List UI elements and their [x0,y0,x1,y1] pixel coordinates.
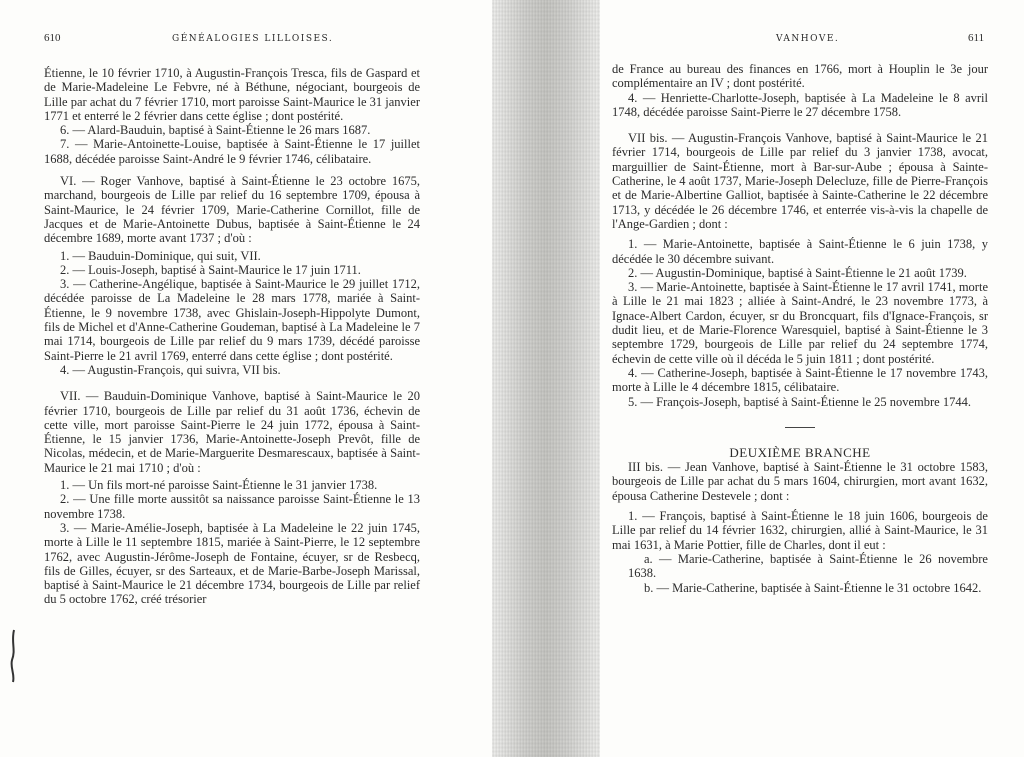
left-page [0,0,492,757]
left-running-title: GÉNÉALOGIES LILLOISES. [172,34,334,44]
list-item: 3. — Catherine-Angélique, baptisée à Saint-Maurice le 29 juillet 1712, décédée paroisse de La Madeleine le 28 mars 1778, mariée à Saint-Étienne, le 9 novembre 1738, avec Ghislain-Joseph-Hippolyte Dumont, fils de Michel et d'Anne-Catherine Goudeman, baptisé à La Madeleine le 7 mai 1714, bourgeois de Lille par relief du 9 mars 1739, décédé paroisse Saint-Pierre le 21 avril 1769, enterré dans cette église ; dont postérité. [44,277,420,363]
left-text-block [44,66,420,607]
list-item: 1. — Bauduin-Dominique, qui suit, VII. [60,248,261,263]
book-gutter [492,0,600,757]
list-item: 1. — Un fils mort-né paroisse Saint-Étienne le 31 janvier 1738. [60,478,378,493]
list-item: 5. — François-Joseph, baptisé à Saint-Étienne le 25 novembre 1744. [628,394,971,409]
list-item: a. — Marie-Catherine, baptisée à Saint-Étienne le 26 novembre 1638. [628,551,988,581]
list-item: b. — Marie-Catherine, baptisée à Saint-Étienne le 31 octobre 1642. [644,580,982,595]
list-item: 3. — Marie-Amélie-Joseph, baptisée à La Madeleine le 22 juin 1745, morte à Lille le 11 septembre 1815, mariée à Saint-Pierre, le 12 septembre 1762, avec Augustin-Jérôme-Joseph de Fontaine, écuyer, sr de Resbecq, fils de Gilles, écuyer, sr des Sarteaux, et de Marie-Barbe-Joseph Marissal, baptisé à Saint-Maurice le 21 décembre 1734, bourgeois de Lille par relief du 5 octobre 1762, créé trésorier [44,520,420,607]
generation-entry: VII. — Bauduin-Dominique Vanhove, baptisé à Saint-Maurice le 20 février 1710, bourgeois de Lille par relief du 31 août 1736, échevin de cette ville, mort paroisse Saint-Pierre le 24 juin 1772, épousa à Saint-Étienne, le 15 janvier 1736, Marie-Antoinette-Joseph Prevôt, fille de Nicolas, médecin, et de Marie-Marguerite Desmarescaux, baptisée à Saint-Maurice le 21 mai 1710 ; d'où : [44,389,420,475]
list-item: 4. — Henriette-Charlotte-Joseph, baptisée à La Madeleine le 8 avril 1748, décédée paroisse Saint-Pierre le 27 décembre 1758. [612,90,988,119]
generation-entry: VII bis. — Augustin-François Vanhove, baptisé à Saint-Maurice le 21 février 1714, bourgeois de Lille par relief du 3 janvier 1738, avocat, marguillier de Saint-Étienne, mort à Bar-sur-Aube ; épousa à Sainte-Catherine, le 4 août 1737, Marie-Joseph Delecluze, fille de Pierre-François et de Marie-Albertine Galliot, baptisée à Sainte-Catherine le 22 décembre 1713, y décédée le 26 décembre 1746, et enterrée vis-à-vis la chapelle de l'Ange-Gardien ; dont : [612,131,988,231]
right-page [600,0,1024,757]
section-heading: DEUXIÈME BRANCHE [729,444,871,460]
section-divider [785,427,815,428]
generation-entry: III bis. — Jean Vanhove, baptisé à Saint-Étienne le 31 octobre 1583, bourgeois de Lille par achat du 5 mars 1604, chirurgien, mort avant 1632, épousa Catherine Destevele ; dont : [612,460,988,503]
list-item: 6. — Alard-Bauduin, baptisé à Saint-Étienne le 26 mars 1687. [60,123,371,138]
list-item: 4. — Catherine-Joseph, baptisée à Saint-Étienne le 17 novembre 1743, morte à Lille le 4 décembre 1815, célibataire. [612,365,988,395]
list-item: 4. — Augustin-François, qui suivra, VII bis. [60,362,281,377]
list-item: 1. — François, baptisé à Saint-Étienne le 18 juin 1606, bourgeois de Lille par relief du 14 février 1632, chirurgien, allié à Saint-Maurice, le 31 mai 1631, à Marie Pottier, fille de Charles, dont il eut : [612,509,988,552]
list-item: 2. — Une fille morte aussitôt sa naissance paroisse Saint-Étienne le 13 novembre 1738. [44,492,420,521]
right-text-block [612,62,988,595]
right-page-number: 611 [968,32,985,44]
list-item: 2. — Augustin-Dominique, baptisé à Saint-Étienne le 21 août 1739. [628,265,967,280]
generation-entry: VI. — Roger Vanhove, baptisé à Saint-Étienne le 23 octobre 1675, marchand, bourgeois de Lille par relief du 16 septembre 1709, épousa à Saint-Maurice, le 24 février 1709, Marie-Catherine Cornillot, fille de Jacques et de Marie-Antoinette Dubus, baptisée à Saint-Étienne le 24 décembre 1689, morte avant 1737 ; d'où : [44,174,420,246]
list-item: 1. — Marie-Antoinette, baptisée à Saint-Étienne le 6 juin 1738, y décédée le 30 décembre suivant. [612,237,988,266]
list-item: 3. — Marie-Antoinette, baptisée à Saint-Étienne le 17 avril 1741, morte à Lille le 21 mai 1823 ; alliée à Saint-André, le 23 novembre 1773, à Ignace-Albert Cardon, écuyer, sr du Broncquart, fils d'Ignace-François, sr dudit lieu, et de Marie-Florence Waresquiel, baptisé à Saint-Étienne le 3 septembre 1729, bourgeois de Lille par relief du 24 septembre 1774, échevin de cette ville où il décéda le 5 juin 1811 ; dont postérité. [612,280,988,366]
right-running-title: VANHOVE. [776,34,840,44]
ink-mark [8,628,18,684]
list-item: 7. — Marie-Antoinette-Louise, baptisée à Saint-Étienne le 17 juillet 1688, décédée paroisse Saint-André le 9 février 1746, célibataire. [44,137,420,166]
left-page-number: 610 [44,32,61,44]
paragraph: de France au bureau des finances en 1766, mort à Houplin le 3e jour complémentaire an IV ; dont postérité. [612,62,988,91]
list-item: 2. — Louis-Joseph, baptisé à Saint-Maurice le 17 juin 1711. [60,262,361,277]
paragraph: Étienne, le 10 février 1710, à Augustin-François Tresca, fils de Gaspard et de Marie-Madeleine Le Febvre, né à Béthune, négociant, bourgeois de Lille par achat du 7 février 1710, mort paroisse Saint-Maurice le 31 janvier 1771 et enterré le 2 février dans cette église ; dont postérité. [44,66,420,123]
